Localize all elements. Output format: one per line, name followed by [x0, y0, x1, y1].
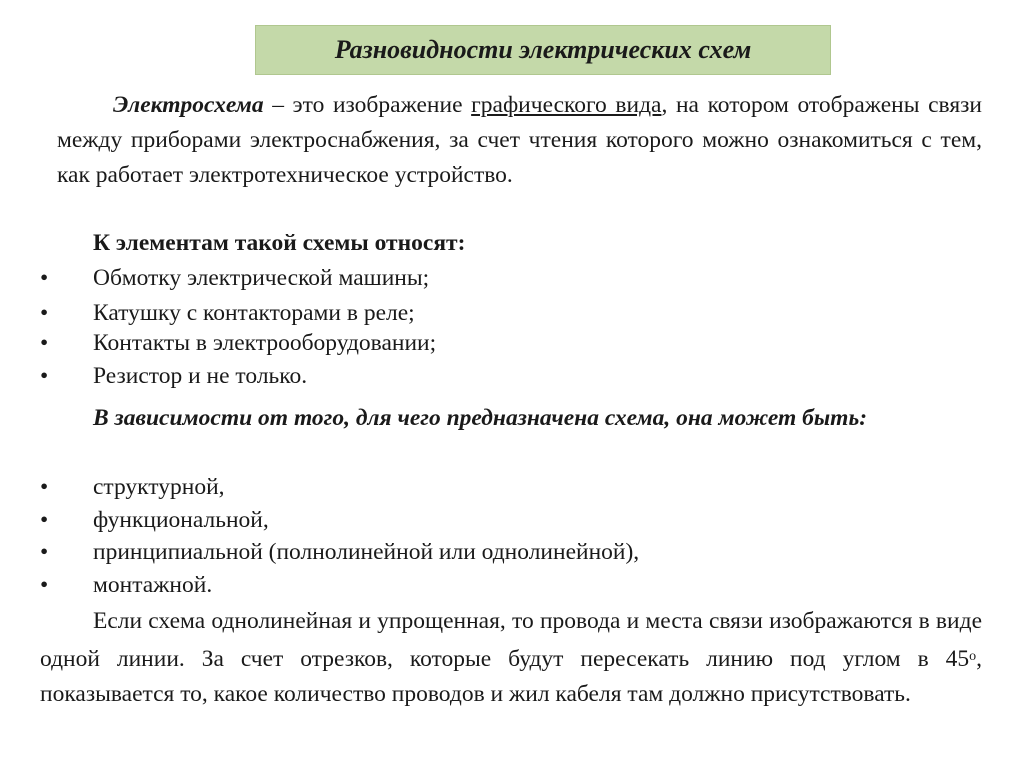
bullet-icon: •: [40, 330, 49, 356]
list-item-text: монтажной.: [93, 572, 213, 598]
elements-heading: К элементам такой схемы относят:: [93, 230, 466, 256]
bullet-icon: •: [40, 539, 49, 565]
closing-paragraph: [40, 604, 982, 712]
slide-title: Разновидности электрических схем: [255, 25, 831, 75]
degree-mark: о: [969, 649, 977, 664]
list-item-text: функциональной,: [93, 507, 269, 533]
list-item-text: Обмотку электрической машины;: [93, 265, 430, 291]
intro-term: Электросхема: [113, 92, 264, 118]
intro-paragraph: [57, 88, 982, 193]
intro-rest-text: , на котором отображены связи между приборами электроснабжения, за счет чтения которого можно ознакомиться с тем, как работает электротехническое устройство.: [57, 92, 982, 188]
bullet-icon: •: [40, 507, 49, 533]
list-item-text: Катушку с контакторами в реле;: [93, 300, 415, 326]
bullet-icon: •: [40, 363, 49, 389]
types-heading: В зависимости от того, для чего предназначена схема, она может быть:: [93, 405, 868, 431]
bullet-icon: •: [40, 265, 49, 291]
closing-text-end: , показывается то, какое количество проводов и жил кабеля там должно присутствовать.: [40, 646, 982, 707]
list-item-text: Контакты в электрооборудовании;: [93, 330, 437, 356]
closing-text: Если схема однолинейная и упрощенная, то провода и места связи изображаются в виде одной линии. За счет отрезков, которые будут пересекать линию под углом в 45: [40, 608, 982, 672]
intro-dash-text: – это изображение: [263, 92, 472, 118]
list-item-text: структурной,: [93, 474, 225, 500]
list-item-text: принципиальной (полнолинейной или однолинейной),: [93, 539, 640, 565]
bullet-icon: •: [40, 572, 49, 598]
list-item-text: Резистор и не только.: [93, 363, 308, 389]
intro-underlined-phrase: графического вида: [471, 92, 662, 118]
bullet-icon: •: [40, 300, 49, 326]
bullet-icon: •: [40, 474, 49, 500]
